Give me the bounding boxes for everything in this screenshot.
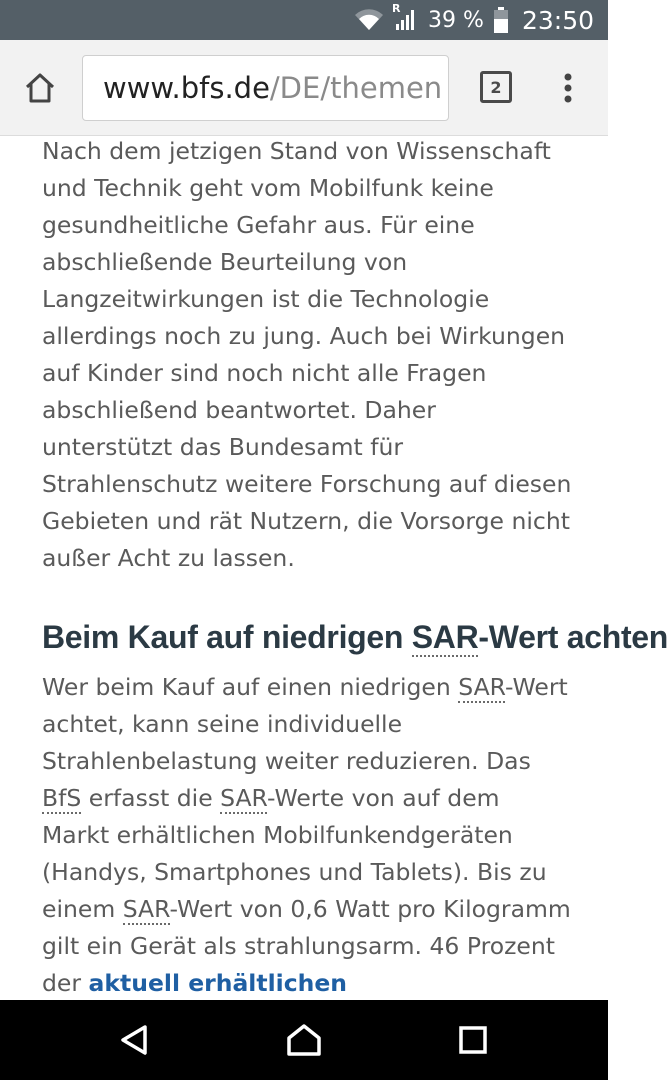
recent-apps-icon	[457, 1024, 489, 1056]
navigation-bar	[0, 1000, 608, 1080]
url-domain: www.bfs.de	[103, 71, 270, 105]
overflow-menu-icon	[563, 72, 573, 104]
nav-home-button[interactable]	[280, 1016, 328, 1064]
back-button[interactable]	[110, 1016, 158, 1064]
heading-text: -Wert achten	[478, 619, 668, 655]
home-button[interactable]	[18, 66, 62, 110]
sar-abbreviation[interactable]: SAR	[122, 895, 170, 923]
paragraph-text: -Werte von auf dem Markt erhältlichen Mobilfunkendgeräten (Handys, Smartphones und Tablets). Bis zu einem	[42, 784, 547, 923]
url-path: /DE/themen	[269, 71, 443, 105]
sar-abbreviation[interactable]: SAR	[411, 619, 479, 655]
url-field[interactable]	[82, 55, 449, 121]
overflow-menu-button[interactable]	[552, 66, 584, 110]
battery-icon	[494, 7, 508, 33]
clock: 23:50	[521, 5, 594, 35]
wifi-icon	[354, 9, 384, 31]
back-icon	[117, 1023, 151, 1057]
article-paragraph: Nach dem jetzigen Stand von Wissenschaft und Technik geht vom Mobilfunk keine gesundheitliche Gefahr aus. Für eine abschließende Beurteilung von Langzeitwirkungen ist die Technologie allerdings noch zu jung. Auch bei Wirkungen auf Kinder sind noch nicht alle Fragen abschließend beantwortet. Daher unterstützt das Bundesamt für Strahlenschutz weitere Forschung auf diesen Gebieten und rät Nutzern, die Vorsorge nicht außer Acht zu lassen.	[42, 137, 572, 572]
sar-abbreviation[interactable]: SAR	[220, 784, 267, 812]
roaming-indicator: R	[392, 2, 401, 15]
devices-link[interactable]: aktuell erhältlichen	[88, 969, 348, 997]
paragraph-text: erfasst die	[81, 784, 221, 812]
sar-abbreviation[interactable]: SAR	[458, 673, 506, 701]
signal-icon	[392, 2, 418, 32]
heading-text: Beim Kauf auf niedrigen	[42, 619, 412, 655]
tab-switcher-button[interactable]	[480, 71, 512, 103]
tab-count: 2	[490, 77, 502, 97]
home-icon	[23, 71, 57, 105]
bfs-abbreviation[interactable]: BfS	[42, 784, 82, 812]
browser-toolbar	[0, 40, 608, 136]
home-icon	[285, 1023, 323, 1057]
article-paragraph	[42, 669, 572, 1002]
section-heading	[42, 614, 668, 660]
battery-percent: 39 %	[428, 7, 484, 33]
status-bar	[0, 0, 608, 40]
recent-apps-button[interactable]	[449, 1016, 497, 1064]
paragraph-text: Wer beim Kauf auf einen niedrigen	[42, 673, 459, 701]
paragraph-text: -Wert achtet, kann seine individuelle Strahlenbelastung weiter reduzieren. Das	[42, 673, 568, 775]
paragraph-text: -Wert von 0,6 Watt pro Kilogramm gilt ein Gerät als strahlungsarm. 46 Prozent der	[42, 895, 571, 997]
page-content[interactable]	[0, 136, 668, 1000]
